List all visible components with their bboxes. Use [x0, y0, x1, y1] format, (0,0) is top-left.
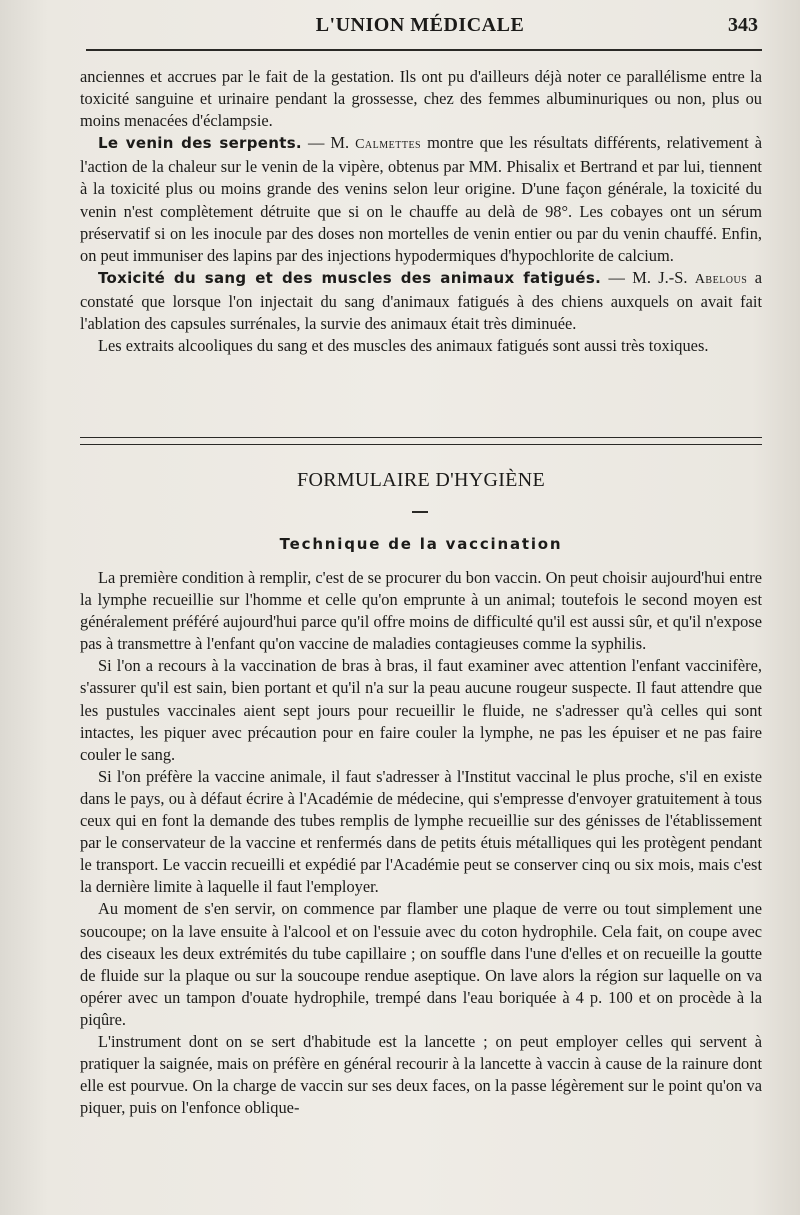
journal-title: L'UNION MÉDICALE — [315, 14, 525, 36]
section-divider — [80, 437, 762, 445]
paragraph-continuation: anciennes et accrues par le fait de la gestation. Ils ont pu d'ailleurs déjà noter ce parallélisme entre la toxicité sanguine et urinaire pendant la grossesse, chez des femmes albuminuriques ou non, plus ou moins menacées d'éclampsie. — [80, 67, 762, 131]
paragraph: La première condition à remplir, c'est de se procurer du bon vaccin. On peut choisir aujourd'hui entre la lymphe recueillie sur l'homme et celle qu'on emprunte à un animal; toutefois le second moyen est généralement préféré aujourd'hui parce qu'il offre moins de difficulté qu'il est aussi sûr, et qu'il n'expose pas à transmettre à l'enfant qu'on vaccine de maladies contagieuses comme la syphilis. — [80, 568, 762, 654]
running-header — [78, 14, 762, 44]
paragraph: Si l'on a recours à la vaccination de bras à bras, il faut examiner avec attention l'enfant vaccinifère, s'assurer qu'il est sain, bien portant et qu'il n'a sur la peau aucune rougeur suspecte. Il faut attendre que les pustules vaccinales aient sept jours pour recueillir le fluide, ne s'adresser qu'à celles qui sont intactes, les piquer avec précaution pour en faire couler la lymphe, ne pas les épuiser et ne pas faire couler le sang. — [80, 656, 762, 764]
paragraph-serpents: Le venin des serpents. — M. Calmettes montre que les résultats différents, relativement à l'action de la chaleur sur le venin de la vipère, obtenus par MM. Phisalix et Bertrand et par lui, tiennent à la toxicité plus ou moins grande des venins selon leur origine. D'une façon générale, la toxicité du venin n'est complètement détruite que si on le chauffe au delà de 98°. Les cobayes ont un sérum préservatif si on les inocule par des doses non mortelles de venin entier ou par du venin chauffé. Enfin, on peut immuniser des lapins par des injections hypodermiques d'hypochlorite de calcium. — [80, 133, 762, 265]
paragraph: L'instrument dont on se sert d'habitude est la lancette ; on peut employer celles qui servent à pratiquer la saignée, mais on préfère en général recourir à la lancette à vaccin à cause de la rainure dont elle est pourvue. On la charge de vaccin sur ses deux faces, on la passe légèrement sur le point qu'on va piquer, puis on l'enfonce oblique- — [80, 1031, 762, 1118]
paragraph-toxicite: Toxicité du sang et des muscles des animaux fatigués. — M. J.-S. Abelous a constaté que lorsque l'on injectait du sang d'animaux fatigués à des chiens auxquels on avait fait l'ablation des capsules surrénales, la survie des animaux était très diminuée. — [80, 267, 762, 334]
paragraph: Si l'on préfère la vaccine animale, il faut s'adresser à l'Institut vaccinal le plus proche, s'il en existe dans le pays, ou à défaut écrire à l'Académie de médecine, qui s'empresse d'envoyer gratuitement à tous ceux qui en font la demande des tubes remplis de lymphe recueillie sur des génisses de l'établissement par le conservateur de la vaccine et renfermés dans de petits étuis métalliques qui les protègent pendant le transport. Le vaccin recueilli et expédié par l'Académie peut se conserver cinq ou six mois, mais c'est la dernière limite à laquelle il faut l'employer. — [80, 766, 762, 897]
header-rule — [86, 49, 762, 51]
page-number: 343 — [728, 14, 758, 36]
paragraph-body: montre que les résultats différents, relativement à l'action de la chaleur sur le venin de la vipère, obtenus par MM. Phisalix et Bertrand et par lui, tiennent à la toxicité plus ou moins grande des venins selon leur origine. D'une façon générale, la toxicité du venin n'est complètement détruite que si on le chauffe au delà de 98°. Les cobayes ont un sérum préservatif si on les inocule par des doses non mortelles de venin entier ou par du venin chauffé. Enfin, on peut immuniser des lapins par des injections hypodermiques d'hypochlorite de calcium. — [80, 133, 762, 265]
paragraph-heading: Toxicité du sang et des muscles des animaux fatigués. — [98, 268, 602, 287]
section-title: FORMULAIRE D'HYGIÈNE — [297, 469, 545, 491]
paragraph-extraits: Les extraits alcooliques du sang et des muscles des animaux fatigués sont aussi très toxiques. — [98, 336, 709, 356]
top-text-block — [80, 66, 762, 357]
section-subtitle: Technique de la vaccination — [279, 535, 563, 553]
paragraph-heading: Le venin des serpents. — [98, 134, 302, 153]
paragraph: Au moment de s'en servir, on commence par flamber une plaque de verre ou tout simplement une soucoupe; on la lave ensuite à l'alcool et on l'essuie avec du coton hydrophile. Cela fait, on coupe avec des ciseaux les deux extrémités du tube capillaire ; on souffle dans l'une d'elles et on recueille la goutte de fluide sur la plaque ou sur la soucoupe rendue aseptique. On lave alors la région sur laquelle on va opérer avec un tampon d'ouate hydrophile, trempé dans l'eau boriquée à 4 p. 100 et on procède à la piqûre. — [80, 899, 762, 1029]
vaccination-text-block — [80, 567, 762, 1119]
paragraph-body: a constaté que lorsque l'on injectait du sang d'animaux fatigués à des chiens auxquels on avait fait l'ablation des capsules surrénales, la survie des animaux était très diminuée. — [80, 267, 762, 334]
author-name: Calmettes — [355, 137, 422, 153]
title-dash — [412, 511, 428, 513]
author-name: Abelous — [694, 271, 748, 287]
